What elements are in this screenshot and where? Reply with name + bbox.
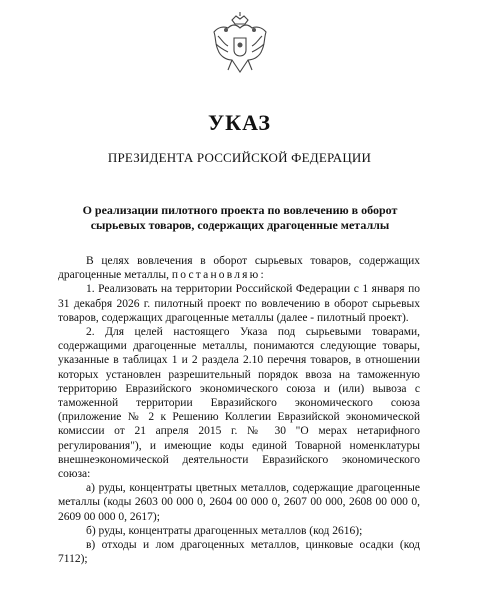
- decree-subtitle: ПРЕЗИДЕНТА РОССИЙСКОЙ ФЕДЕРАЦИИ: [107, 150, 372, 165]
- paragraph-1: 1. Реализовать на территории Российской Федерации с 1 января по 31 декабря 2026 г. пилотный проект по вовлечению в оборот сырьевых товаров, содержащих драгоценные металлы (далее - пилотный проект).: [58, 283, 420, 324]
- decree-heading-line-2: сырьевых товаров, содержащих драгоценные металлы: [90, 218, 390, 232]
- decree-body: [58, 254, 420, 566]
- paragraph-item-c: в) отходы и лом драгоценных металлов, цинковые осадки (код 7112);: [58, 539, 420, 566]
- decree-heading: [60, 203, 420, 233]
- preamble-text: В целях вовлечения в оборот сырьевых товаров, содержащих драгоценные металлы,: [58, 255, 420, 282]
- paragraph-item-b: б) руды, концентраты драгоценных металлов (код 2616);: [86, 524, 363, 537]
- preamble-keyword: постановляю: [171, 269, 261, 282]
- preamble-colon: :: [260, 269, 264, 282]
- paragraph-2: 2. Для целей настоящего Указа под сырьевыми товарами, содержащими драгоценные металлы, понимаются следующие товары, указанные в таблицах 1 и 2 раздела 2.10 перечня товаров, в отношении которых установлен разрешительный порядок ввоза на таможенную территорию Евразийского экономического союза и (или) вывоза с таможенной территории Евразийского экономического союза (приложение № 2 к Решению Коллегии Евразийской экономической комиссии от 21 апреля 2015 г. № 30 "О мерах нетарифного регулирования"), и имеющие коды единой Товарной номенклатуры внешнеэкономической деятельности Евразийского экономического союза:: [58, 326, 420, 481]
- preamble-paragraph: [58, 254, 420, 282]
- paragraph-item-a: а) руды, концентраты цветных металлов, содержащие драгоценные металлы (коды 2603 00 000 0, 2604 00 000 0, 2607 00 000, 2608 00 000 0, 2609 00 000 0, 2617);: [58, 482, 420, 523]
- coat-of-arms-icon: [210, 10, 270, 80]
- decree-title: УКАЗ: [207, 110, 272, 135]
- decree-heading-line-1: О реализации пилотного проекта по вовлечению в оборот: [82, 203, 398, 217]
